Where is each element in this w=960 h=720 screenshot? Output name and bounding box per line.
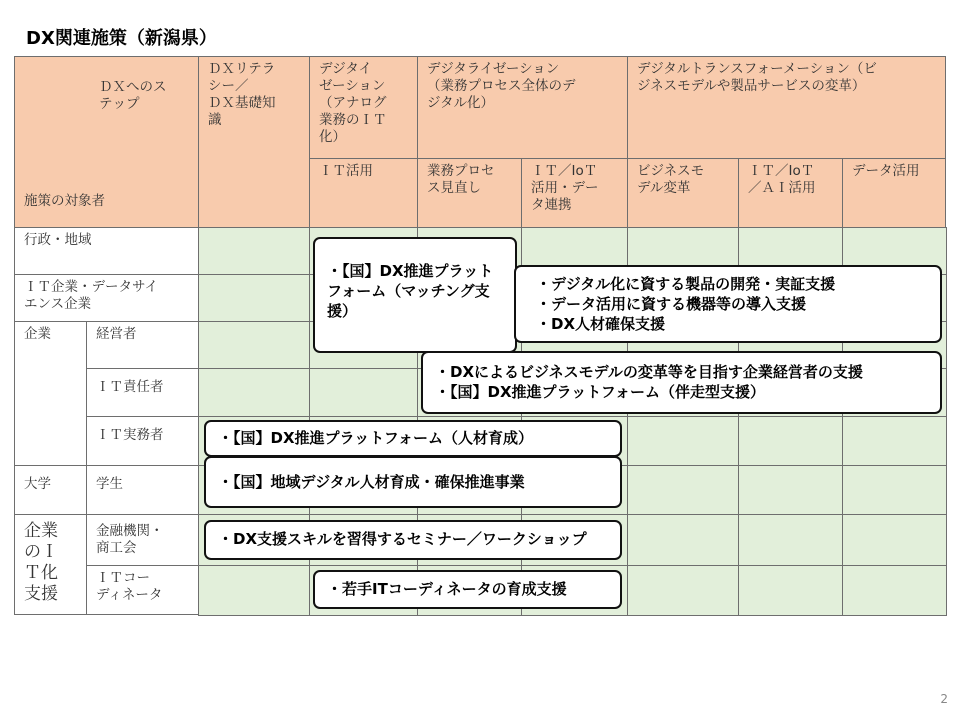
row-label-coordinator: ＩＴコー ディネータ: [86, 565, 199, 615]
header-target-label: 施策の対象者: [24, 193, 105, 209]
header-iot-data: ＩＴ／IoＴ 活用・デー タ連携: [521, 158, 628, 228]
page-number: 2: [940, 692, 948, 706]
policy-line: ・【国】地域デジタル人材育成・確保推進事業: [218, 473, 525, 491]
header-transformation: デジタルトランスフォーメーション（ビ ジネスモデルや製品サービスの変革）: [627, 56, 946, 159]
header-dx-step-label: ＤＸへのス テップ: [99, 79, 167, 112]
policy-box-regional-talent: [204, 456, 622, 508]
table-cell: [198, 368, 310, 417]
table-cell: [198, 565, 310, 616]
row-label-it-lead: ＩＴ責任者: [86, 368, 199, 417]
policy-box-platform-matching: [313, 237, 517, 353]
header-corner: [14, 56, 199, 228]
table-cell: [627, 565, 739, 616]
table-cell: [198, 227, 310, 275]
row-label-finance: 金融機関・ 商工会: [86, 514, 199, 566]
row-label-it-support: 企業 のＩ Ｔ化 支援: [14, 514, 87, 615]
policy-box-talent-platform: [204, 420, 622, 457]
table-cell: [309, 368, 418, 417]
header-digitalization: デジタライゼーション （業務プロセス全体のデ ジタル化）: [417, 56, 628, 159]
table-cell: [198, 321, 310, 369]
table-cell: [198, 274, 310, 322]
policy-line: ・【国】DX推進プラット: [327, 262, 494, 280]
row-label-manager: 経営者: [86, 321, 199, 369]
policy-box-product-support: [514, 265, 942, 343]
table-cell: [738, 416, 843, 466]
policy-box-business-model: [421, 351, 942, 414]
table-cell: [627, 465, 739, 515]
row-label-university: 大学: [14, 465, 87, 515]
table-cell: [738, 514, 843, 566]
row-label-student: 学生: [86, 465, 199, 515]
policy-box-seminar: [204, 520, 622, 560]
table-cell: [738, 465, 843, 515]
table-cell: [738, 565, 843, 616]
policy-line: ・データ活用に資する機器等の導入支援: [536, 295, 807, 313]
policy-line: ・DX人材確保支援: [536, 315, 666, 333]
header-iot-ai: ＩＴ／IoＴ ／ＡＩ活用: [738, 158, 843, 228]
policy-line: ・DX支援スキルを習得するセミナー／ワークショップ: [218, 530, 587, 548]
policy-line: ・DXによるビジネスモデルの変革等を目指す企業経営者の支援: [435, 363, 863, 381]
policy-line: ・デジタル化に資する製品の開発・実証支援: [536, 275, 836, 293]
row-label-company: 企業: [14, 321, 87, 466]
policy-line: ・【国】DX推進プラットフォーム（伴走型支援）: [435, 383, 766, 401]
table-cell: [842, 514, 947, 566]
row-label-it-staff: ＩＴ実務者: [86, 416, 199, 466]
policy-line: フォーム（マッチング支: [327, 282, 490, 300]
table-cell: [842, 416, 947, 466]
row-label-it-company: ＩＴ企業・データサイ エンス企業: [14, 274, 199, 322]
policy-line: ・【国】DX推進プラットフォーム（人材育成）: [218, 429, 534, 447]
table-cell: [842, 465, 947, 515]
row-label-government: 行政・地域: [14, 227, 199, 275]
policy-line: 援）: [327, 302, 358, 320]
header-business-model: ビジネスモ デル変革: [627, 158, 739, 228]
table-cell: [842, 565, 947, 616]
table-cell: [627, 416, 739, 466]
page-title: DX関連施策（新潟県）: [26, 28, 217, 49]
policy-line: ・若手ITコーディネータの育成支援: [327, 580, 567, 598]
header-process-review: 業務プロセ ス見直し: [417, 158, 522, 228]
header-data-use: データ活用: [842, 158, 946, 228]
policy-box-coordinator: [313, 570, 622, 609]
table-cell: [627, 514, 739, 566]
header-dx-literacy: ＤＸリテラ シー／ ＤＸ基礎知 識: [198, 56, 310, 228]
header-digitization: デジタイ ゼーション （アナログ 業務のＩＴ 化）: [309, 56, 418, 159]
header-it-use: ＩＴ活用: [309, 158, 418, 228]
